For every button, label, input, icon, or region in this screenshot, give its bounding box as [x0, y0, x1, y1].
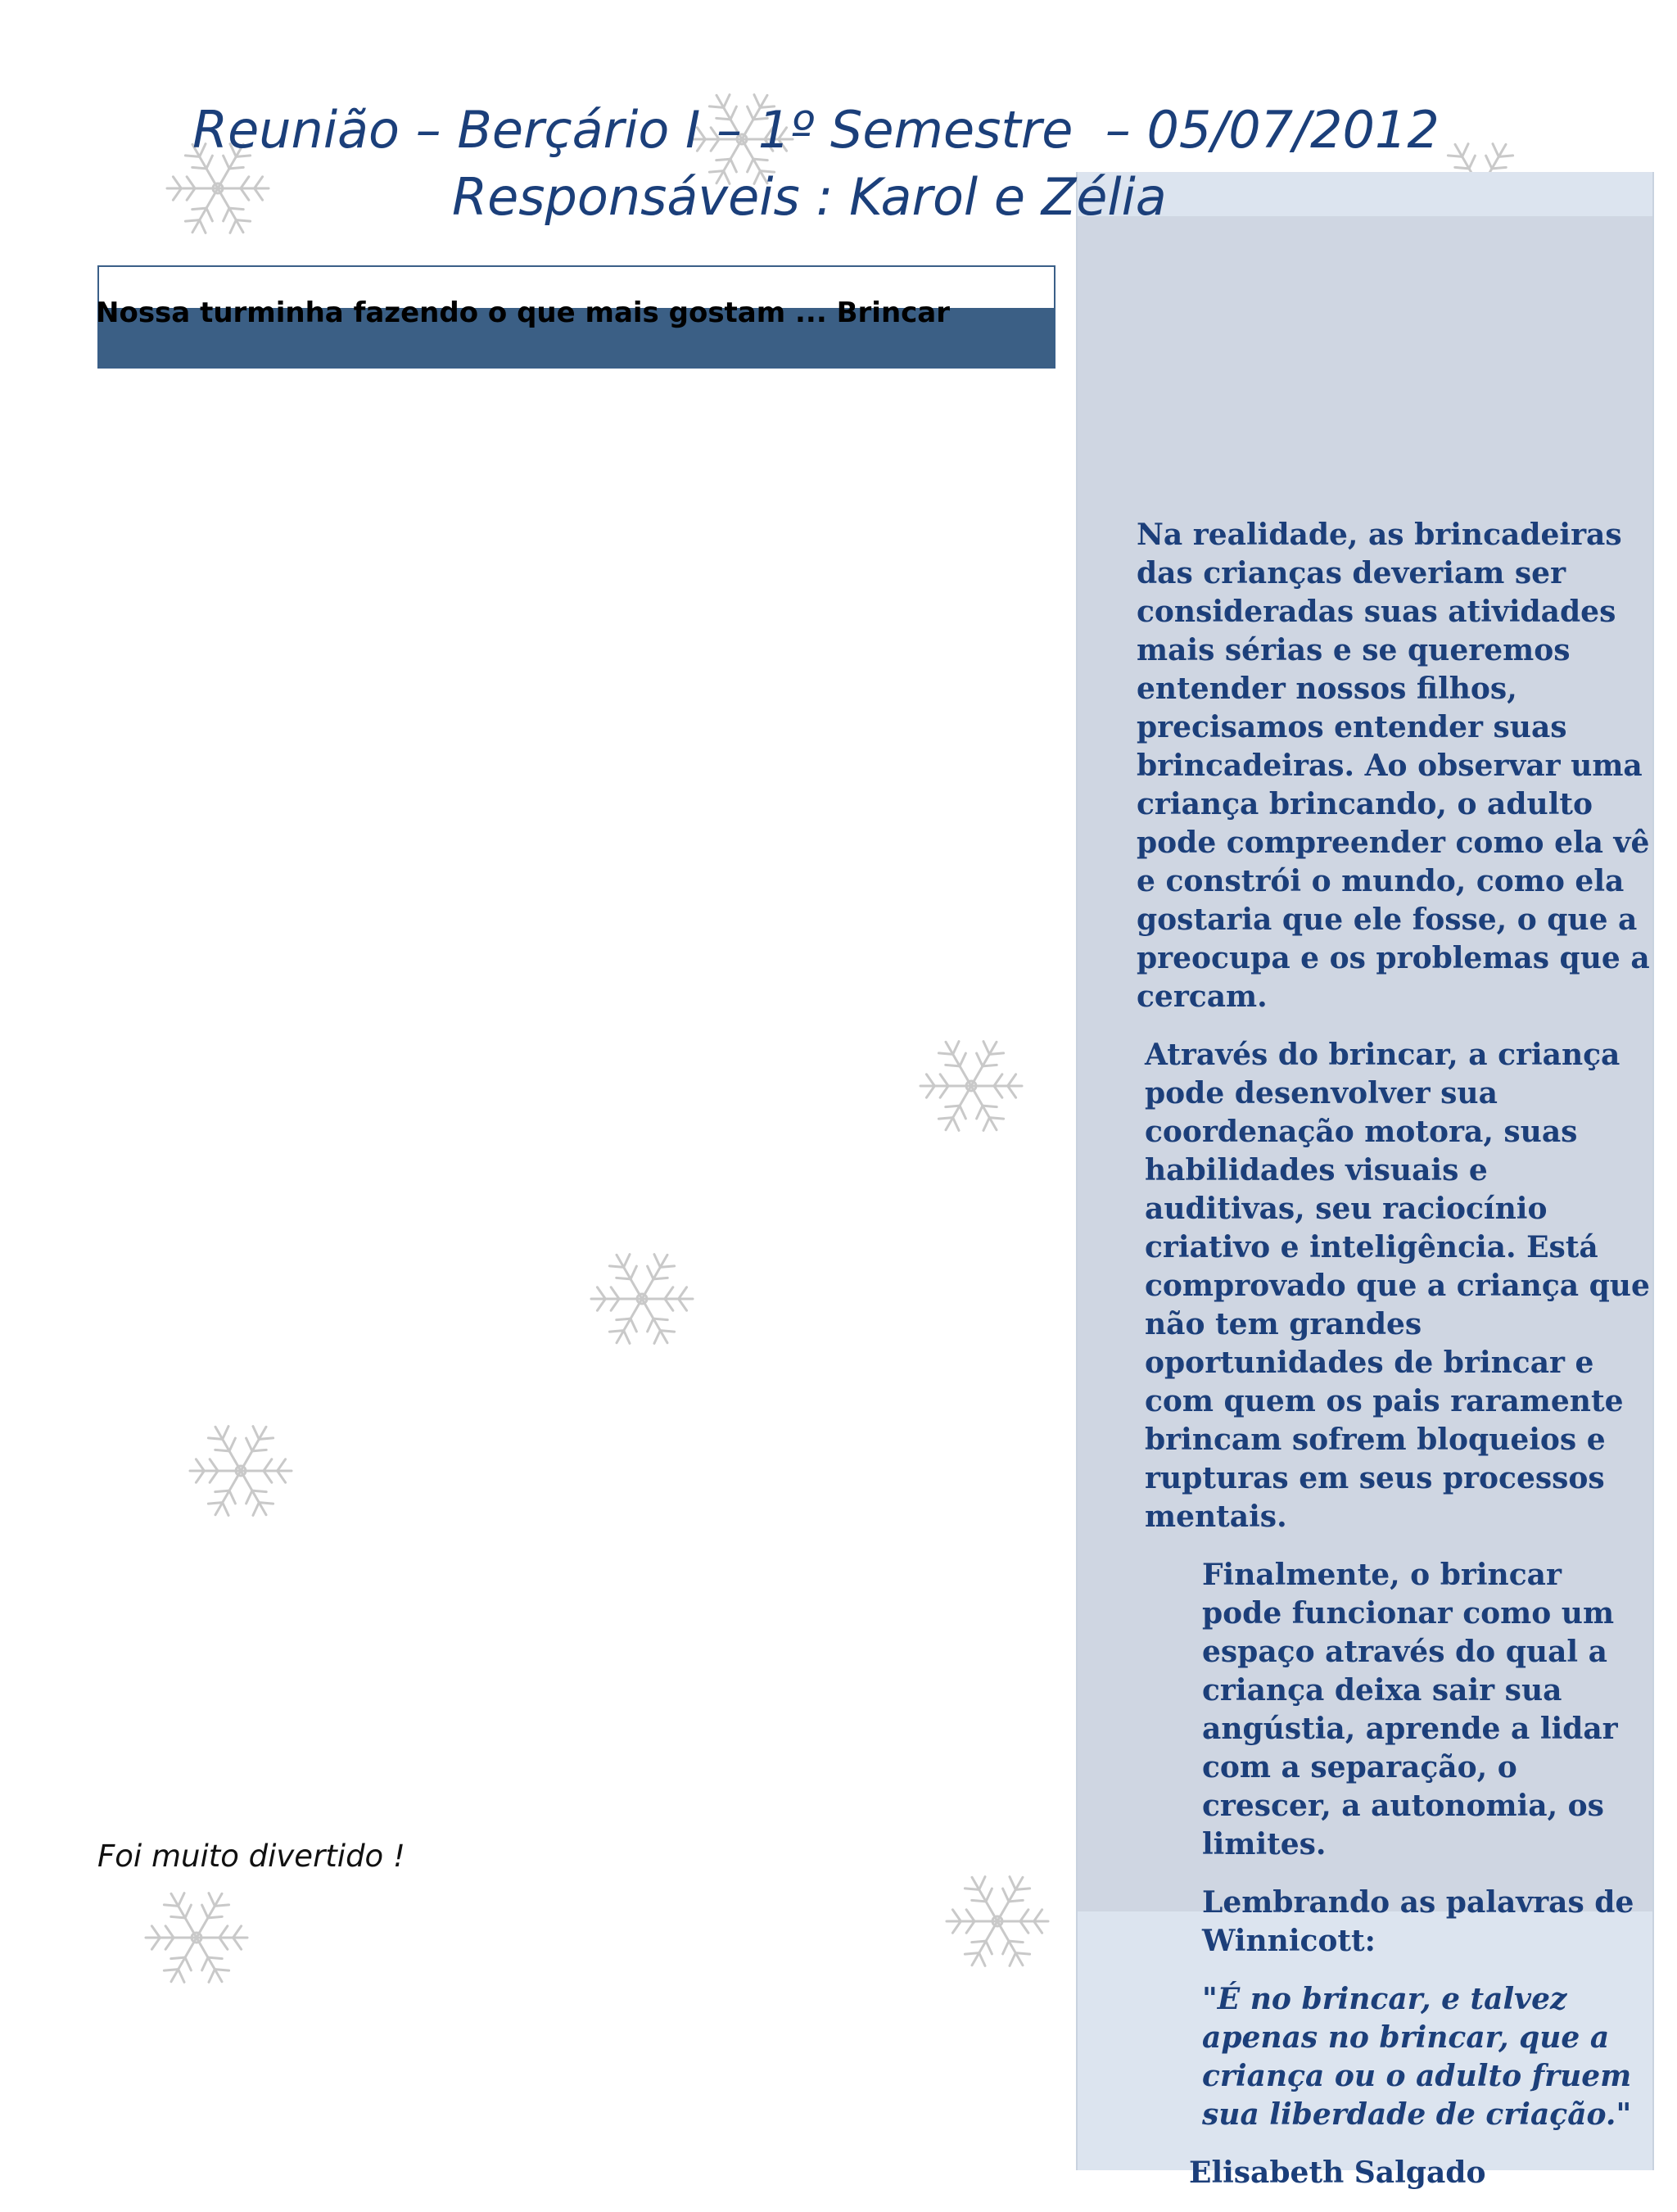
article-paragraph: Através do brincar, a criança pode desenvolver sua coordenação motora, suas habilidades visuais e auditivas, seu raciocínio criativo e inteligência. Está comprovado que a criança que não tem grandes oportunidades de brincar e com quem os pais raramente brincam sofrem bloqueios e rupturas em seus processos mentais. [1145, 1038, 1650, 1534]
article-paragraph: Na realidade, as brincadeiras das crianças deveriam ser consideradas suas atividades mais sérias e se queremos entender nossos filhos, precisamos entender suas brincadeiras. Ao observar uma criança brincando, o adulto pode compreender como ela vê e constrói o mundo, como ela gostaria que ele fosse, o que a preocupa e os problemas que a cercam. [1137, 518, 1650, 1014]
sidebar-article [1104, 516, 1651, 2212]
title-line-meeting: Reunião – Berçário I – 1º Semestre – 05/07/2012 [192, 100, 1440, 160]
snowflake-icon [940, 1864, 1055, 1979]
title-line-responsibles: Responsáveis : Karol e Zélia [452, 167, 1167, 227]
snowflake-icon [139, 1880, 254, 1995]
article-paragraph: Finalmente, o brincar pode funcionar como um espaço através do qual a criança deixa sair sua angústia, aprende a lidar com a separação, o crescer, a autonomia, os limites. [1202, 1558, 1618, 1861]
footer-note: Foi muito divertido ! [97, 1839, 405, 1874]
snowflake-icon [183, 1414, 298, 1528]
snowflake-icon [585, 1242, 699, 1356]
article-paragraph: Lembrando as palavras de Winnicott: [1202, 1885, 1634, 1958]
caption-text: Nossa turminha fazendo o que mais gostam ... Brincar [96, 296, 951, 329]
article-author: Elisabeth Salgado [1189, 2155, 1486, 2190]
snowflake-icon [914, 1029, 1028, 1143]
article-quote: "É no brincar, e talvez apenas no brincar, que a criança ou o adulto fruem sua liberdade de criação." [1202, 1982, 1632, 2132]
